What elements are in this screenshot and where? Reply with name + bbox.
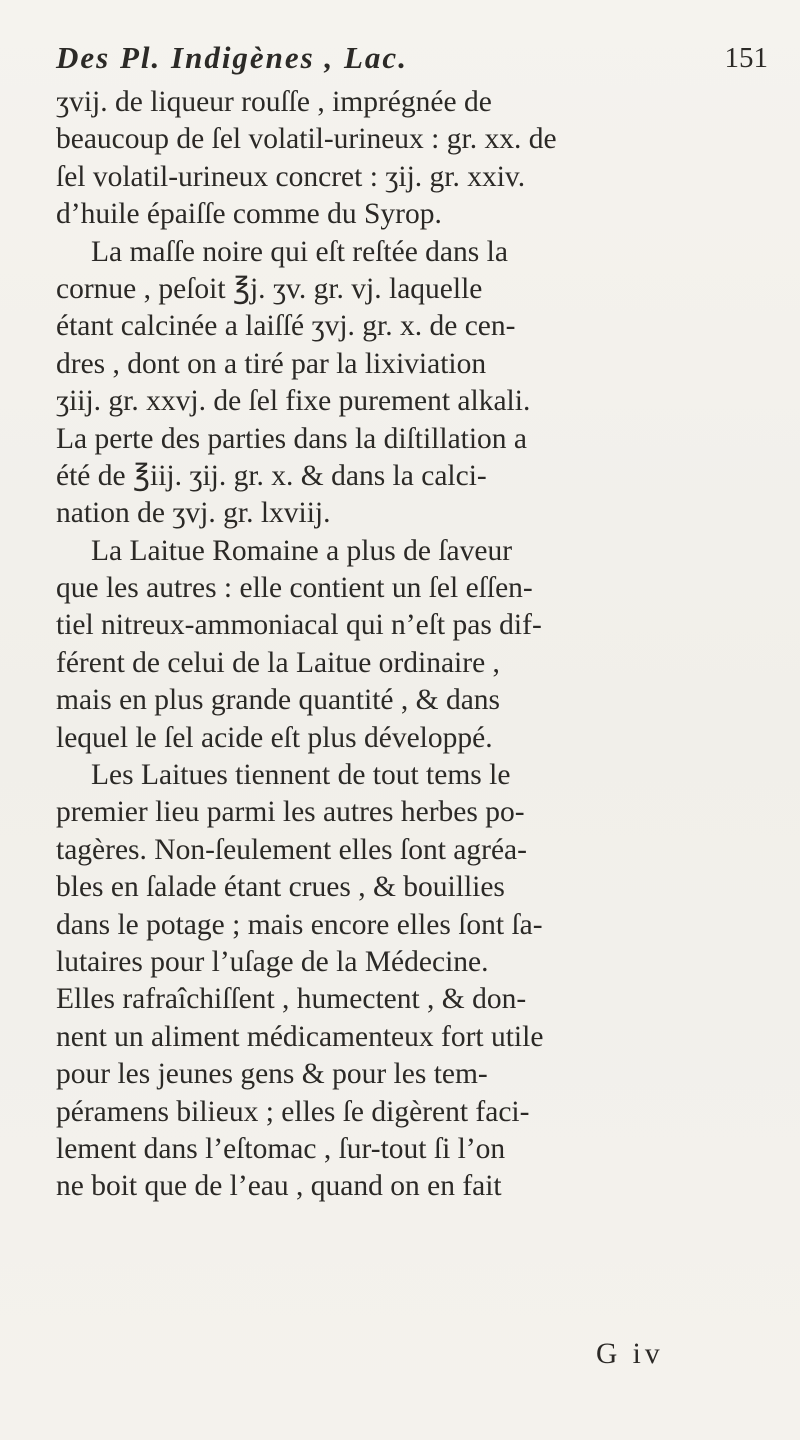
text-line: que les autres : elle contient un ſel eſſen- [56,572,533,605]
text-line: étant calcinée a laiſſé ʒvj. gr. x. de cen- [56,310,516,343]
text-line: bles en ſalade étant crues , & bouillies [56,871,505,904]
text-line: ʒiij. gr. xxvj. de ſel fixe purement alkali. [56,385,531,418]
text-line: beaucoup de ſel volatil-urineux : gr. xx. de [56,123,557,156]
signature-mark: G iv [596,1338,664,1370]
text-line: tiel nitreux-ammoniacal qui n’eſt pas dif- [56,609,542,642]
text-line: premier lieu parmi les autres herbes po- [56,796,525,829]
text-line: tagères. Non-ſeulement elles ſont agréa- [56,833,527,866]
text-line: férent de celui de la Laitue ordinaire , [56,646,500,679]
text-line: pour les jeunes gens & pour les tem- [56,1058,488,1091]
text-line: Les Laitues tiennent de tout tems le [91,759,511,792]
text-line: ne boit que de l’eau , quand on en fait [56,1170,502,1203]
text-line: ſel volatil-urineux concret : ʒij. gr. xxiv. [56,160,526,193]
text-line: La maſſe noire qui eſt reſtée dans la [91,235,508,268]
text-line: La Laitue Romaine a plus de ſaveur [91,534,513,567]
text-line: dres , dont on a tiré par la lixiviation [56,347,487,380]
text-line: lement dans l’eſtomac , ſur-tout ſi l’on [56,1132,506,1165]
text-line: été de ℥iij. ʒij. gr. x. & dans la calci- [56,459,487,492]
text-line: d’huile épaiſſe comme du Syrop. [56,198,442,231]
text-line: dans le potage ; mais encore elles ſont ſa- [56,908,543,941]
text-line: lequel le ſel acide eſt plus développé. [56,721,493,754]
text-line: nation de ʒvj. gr. lxviij. [56,497,331,530]
text-line: mais en plus grande quantité , & dans [56,684,501,717]
running-head-title: Des Pl. Indigènes , Lac. [56,40,408,75]
text-line: La perte des parties dans la diſtillation a [56,422,528,455]
body-text [56,84,772,1206]
page-number: 151 [724,42,768,74]
text-line: cornue , peſoit ℥j. ʒv. gr. vj. laquelle [56,272,483,305]
text-line: nent un aliment médicamenteux fort utile [56,1020,544,1053]
text-line: péramens bilieux ; elles ſe digèrent faci- [56,1095,530,1128]
text-line: ʒvij. de liqueur rouſſe , imprégnée de [56,86,492,118]
running-header [56,40,768,88]
text-line: lutaires pour l’uſage de la Médecine. [56,945,489,978]
text-line: Elles rafraîchiſſent , humectent , & don- [56,983,527,1016]
